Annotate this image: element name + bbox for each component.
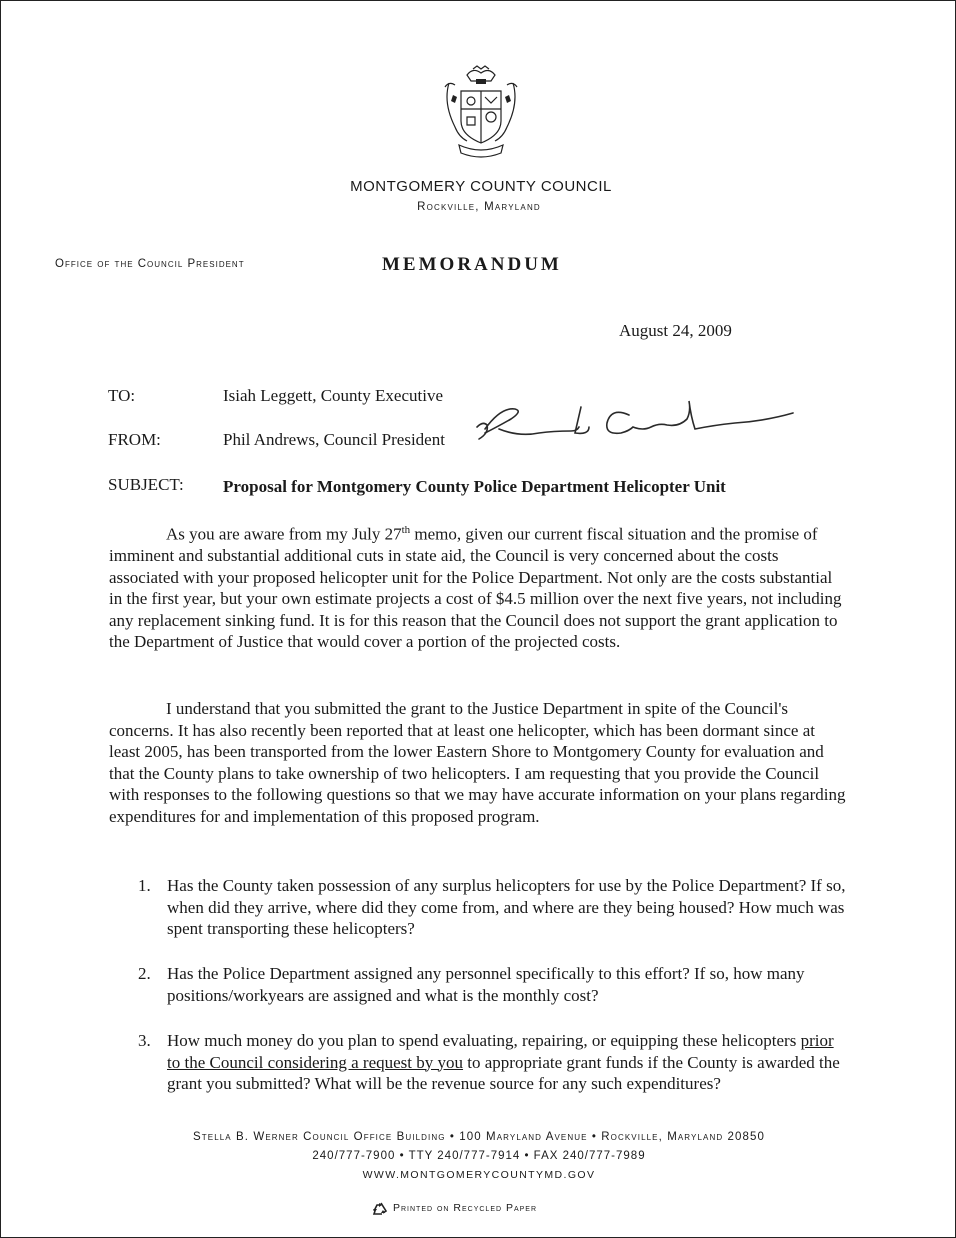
footer-phones: 240/777-7900 • TTY 240/777-7914 • FAX 240/777-7989: [312, 1150, 646, 1162]
recycled-text: Printed on Recycled Paper: [393, 1202, 538, 1214]
list-number: 3.: [138, 1031, 151, 1050]
to-label: TO:: [108, 386, 136, 405]
council-city: Rockville, Maryland: [417, 201, 541, 213]
memorandum-title: MEMORANDUM: [382, 254, 562, 275]
list-number: 1.: [138, 876, 151, 895]
p1-after: memo, given our current fiscal situation and the promise of imminent and substantial additional cuts in state aid, the Council is very concerned about the costs associated with your proposed helicopter unit for the Police Department. Not only are the costs substantial in the first year, but your own estimate projects a cost of $4.5 million over the next five years, not including any replacement sinking fund. It is for this reason that the Council does not support the grant application to the Department of Justice that would cover a portion of the projected costs.: [109, 524, 842, 652]
p1-superscript: th: [401, 524, 411, 536]
office-of-council-president: Office of the Council President: [55, 258, 245, 270]
council-name: MONTGOMERY COUNTY COUNCIL: [350, 178, 612, 195]
q3-text-a: How much money do you plan to spend evaluating, repairing, or equipping these helicopters: [167, 1031, 801, 1050]
list-text: Has the Police Department assigned any personnel specifically to this effort? If so, how many positions/workyears are assigned and what is the monthly cost?: [167, 964, 805, 1005]
list-text: Has the County taken possession of any surplus helicopters for use by the Police Department? If so, when did they arrive, where did they come from, and where are they being housed? How much was spent transporting these helicopters?: [167, 876, 846, 938]
subject-value: Proposal for Montgomery County Police Department Helicopter Unit: [223, 477, 726, 496]
memo-date: August 24, 2009: [619, 321, 732, 340]
list-text: [167, 1030, 848, 1095]
list-item: [138, 875, 848, 940]
recycle-icon: [371, 1200, 389, 1216]
county-seal-icon: [437, 65, 525, 161]
list-item: [138, 963, 848, 1006]
list-number: 2.: [138, 964, 151, 983]
list-item: [138, 1030, 848, 1095]
p2-text: I understand that you submitted the grant to the Justice Department in spite of the Council's concerns. It has also recently been reported that at least one helicopter, which has been dormant since at least 2005, has been transported from the lower Eastern Shore to Montgomery County for evaluation and that the County plans to take ownership of two helicopters. I am requesting that you provide the Council with responses to the following questions so that we may have accurate information on your plans regarding expenditures for and implementation of this proposed program.: [109, 699, 846, 826]
footer-address: Stella B. Werner Council Office Building • 100 Maryland Avenue • Rockville, Maryland 20850: [193, 1131, 765, 1143]
q3-underlined-text: prior to the Council considering a request by you: [167, 1031, 834, 1072]
subject-label: SUBJECT:: [108, 475, 184, 494]
body-paragraph-1: [109, 520, 849, 653]
signature-icon: [471, 399, 811, 455]
q3-text-b: to appropriate grant funds if the County is awarded the grant you submitted? What will be the revenue source for any such expenditures?: [167, 1052, 840, 1093]
p1-before: As you are aware from my July 27: [166, 524, 402, 544]
footer-website: WWW.MONTGOMERYCOUNTYMD.GOV: [362, 1169, 596, 1181]
from-value: Phil Andrews, Council President: [223, 430, 445, 449]
recycled-paper-note: [371, 1200, 537, 1216]
to-value: Isiah Leggett, County Executive: [223, 386, 443, 405]
body-paragraph-2: [109, 698, 849, 827]
from-label: FROM:: [108, 430, 161, 449]
